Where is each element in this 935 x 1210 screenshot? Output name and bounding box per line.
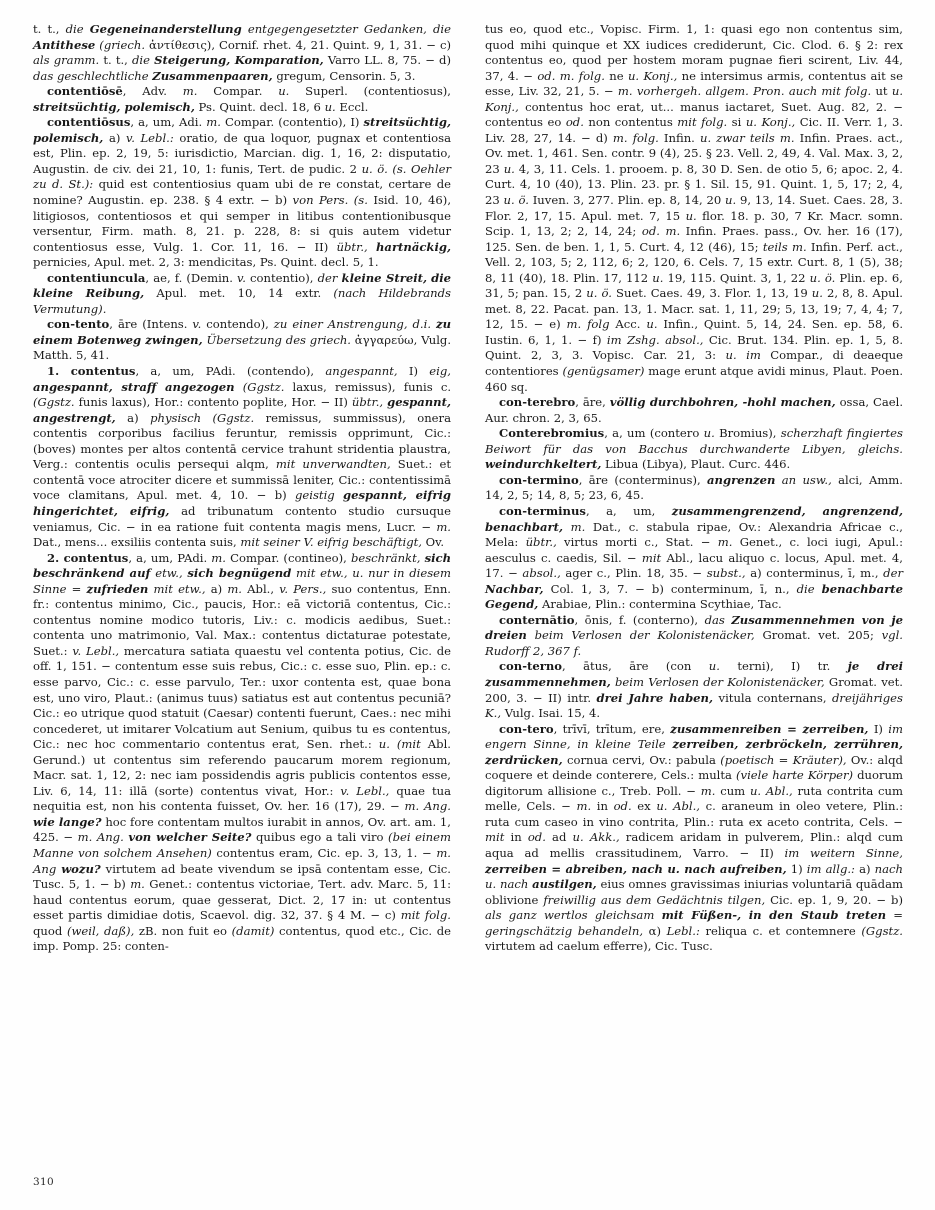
dictionary-entry: Conterebromius, a, um (contero u. Bromius), scherzhaft fingiertes Beiwort für das von Bacchus durchwanderte Libyen, gleichs. weindurchkeltert, Libua (Libya), Plaut. Curc. 446. xyxy=(485,426,903,472)
left-column xyxy=(33,22,451,955)
dictionary-entry: t. t., die Gegeneinanderstellung entgegengesetzter Gedanken, die Antithese (griech. ἀντίθεσις), Cornif. rhet. 4, 21. Quint. 9, 1, 31. − c) als gramm. t. t., die Steigerung, Komparation, Varro LL. 8, 75. − d) das geschlechtliche Zusammenpaaren, gregum, Censorin. 5, 3. xyxy=(33,22,452,83)
right-column xyxy=(485,22,903,955)
dictionary-entry: con-terminus, a, um, zusammengrenzend, angrenzend, benachbart, m. Dat., c. stabula ripae, Ov.: Alexandria Africae c., Mela: übtr., virtus morti c., Stat. − m. Genet., c. loci iugi, Apul.: aesculus c. caedis, Sil. − mit Abl., lacu aliquo c. locus, Apul. met. 4, 17. − absol., ager c., Plin. 18, 35. − subst., a) conterminus, ī, m., der Nachbar, Col. 1, 3, 7. − b) conterminum, ī, n., die benachbarte Gegend, Arabiae, Plin.: contermina Scythiae, Tac. xyxy=(485,503,903,612)
dictionary-entry: 2. contentus, a, um, PAdi. m. Compar. (contineo), beschränkt, sich beschränkend auf etw., sich begnügend mit etw., u. nur in diesem Sinne = zufrieden mit etw., a) m. Abl., v. Pers., suo contentus, Enn. fr.: contentus minimo, Cic., paucis, Hor.: eā victoriā contentus, Cic.: contentus nomine modico tutoris, Liv.: c. modicis aedibus, Suet.: contenta uno matrimonio, Val. Max.: contentus dictaturae potestate, Suet.: v. Lebl., mercatura satiata quaestu vel contenta potius, Cic. de off. 1, 151. − contentum esse suis rebus, Cic.: c. esse suo, Plin. ep.: c. esse parvo, Cic.: c. esse parvulo, Ter.: uxor contenta est, quae bona est, uno viro, Plaut.: (animus tuus) satiatus est aut contentus pecuniā? Cic.: eo utrique quod statuit (Caesar) contenti fuerunt, Caes.: nec mihi concederet, ut imitarer Volcatium aut Senium, quibus tu es contentus, Cic.: nec hoc commentario contentus erat, Sen. rhet.: u. (mit Abl. Gerund.) ut contentus sim referendo paucarum morem regionum, Macr. sat. 1, 12, 2: nec iam possidendis agris publicis contentos esse, Liv. 6, 14, 11: illā (sorte) contentus vivat, Hor.: v. Lebl., quae tua nequitia est, non his contenta fuisset, Ov. her. 16 (17), 29. − m. Ang. wie lange? hoc fore contentam multos iurabit in annos, Ov. art. am. 1, 425. − m. Ang. von welcher Seite? quibus ego a tali viro (bei einem Manne von solchem Ansehen) contentus eram, Cic. ep. 3, 13, 1. − m. Ang wozu? virtutem ad beate vivendum se ipsā contentam esse, Cic. Tusc. 5, 1. − b) m. Genet.: contentus victoriae, Tert. adv. Marc. 5, 11: haud contentus eorum, quae gesserat, Dict. 2, 17 in: ut contentus esset partis dimidiae dotis, Scaevol. dig. 32, 37. § 4 M. − c) mit folg. quod (weil, daß), zB. non fuit eo (damit) contentus, quod etc., Cic. de imp. Pomp. 25: conten- xyxy=(33,550,452,954)
dictionary-entry: contentiuncula, ae, f. (Demin. v. contentio), der kleine Streit, die kleine Reibung, Apul. met. 10, 14 extr. (nach Hildebrands Vermutung). xyxy=(33,270,452,316)
dictionary-entry: contentiōsus, a, um, Adi. m. Compar. (contentio), I) streitsüchtig, polemisch, a) v. Lebl.: oratio, de qua loquor, pugnax et contentiosa est, Plin. ep. 2, 19, 5: iurisdictio, Marcian. dig. 1, 16, 2: disputatio, Augustin. de civ. dei 21, 10, 1: funis, Tert. de pudic. 2 u. ö. (s. Oehler zu d. St.): quid est contentiosius quam ubi de re constat, certare de nomine? Augustin. ep. 238. § 4 extr. − b) von Pers. (s. Isid. 10, 46), litigiosos, contentiosos et qui semper in litibus contentionibusque versentur, Firm. math. 8, 21. p. 228, 8: si quis autem videtur contentiosus esse, Vulg. 1. Cor. 11, 16. − II) übtr., hartnäckig, pernicies, Apul. met. 2, 3: mendicitas, Ps. Quint. decl. 5, 1. xyxy=(33,115,452,270)
dictionary-entry: con-termino, āre (conterminus), angrenzen an usw., alci, Amm. 14, 2, 5; 14, 8, 5; 23, 6, 45. xyxy=(485,472,903,503)
dictionary-entry: tus eo, quod etc., Vopisc. Firm. 1, 1: quasi ego non contentus sim, quod mihi quinque et XX iudices crediderunt, Cic. Clod. 6. § 2: rex contentus eo, quod per hostem moram pugnae fieri scirent, Liv. 44, 37, 4. − od. m. folg. ne u. Konj., ne intersimus armis, contentus ait se esse, Liv. 32, 21, 5. − m. vorhergeh. allgem. Pron. auch mit folg. ut u. Konj., contentus hoc erat, ut... manus iactaret, Suet. Aug. 82, 2. − contentus eo od. non contentus mit folg. si u. Konj., Cic. II. Verr. 1, 3. Liv. 28, 27, 14. − d) m. folg. Infin. u. zwar teils m. Infin. Praes. act., Ov. met. 1, 461. Sen. contr. 9 (4), 25. § 23. Vell. 2, 49, 4. Val. Max. 3, 2, 23 u. 4, 3, 11. Cels. 1. prooem. p. 8, 30 D. Sen. de otio 5, 6; apoc. 2, 4. Curt. 4, 10 (40), 13. Plin. 23. pr. § 1. Sil. 15, 91. Quint. 1, 5, 17; 2, 4, 23 u. ö. Iuven. 3, 277. Plin. ep. 8, 14, 20 u. 9, 13, 14. Suet. Caes. 28, 3. Flor. 2, 17, 15. Apul. met. 7, 15 u. flor. 18. p. 30, 7 Kr. Macr. somn. Scip. 1, 13, 2; 2, 14, 24; od. m. Infin. Praes. pass., Ov. her. 16 (17), 125. Sen. de ben. 1, 1, 5. Curt. 4, 12 (46), 15; teils m. Infin. Perf. act., Vell. 2, 103, 5; 2, 112, 6; 2, 120, 6. Cels. 7, 15 extr. Curt. 8, 1 (5), 38; 8, 11 (40), 18. Plin. 17, 112 u. 19, 115. Quint. 3, 1, 22 u. ö. Plin. ep. 6, 31, 5; pan. 15, 2 u. ö. Suet. Caes. 49, 3. Flor. 1, 13, 19 u. 2, 8, 8. Apul. met. 8, 22. Pacat. pan. 13, 1. Macr. sat. 1, 11, 29; 5, 13, 19; 7, 4, 4; 7, 12, 15. − e) m. folg Acc. u. Infin., Quint. 5, 14, 24. Sen. ep. 58, 6. Iustin. 6, 1, 1. − f) im Zshg. absol., Cic. Brut. 134. Plin. ep. 1, 5, 8. Quint. 2, 3, 3. Vopisc. Car. 21, 3: u. im Compar., di deaeque contentiores (genügsamer) mage erunt atque avidi minus, Plaut. Poen. 460 sq. xyxy=(485,22,904,394)
dictionary-entry: con-tero, trīvī, trītum, ere, zusammenreiben = zerreiben, I) im engern Sinne, in kleine Teile zerreiben, zerbröckeln, zerrühren, zerdrücken, cornua cervi, Ov.: pabula (poetisch = Kräuter), Ov.: alqd coquere et deinde conterere, Cels.: multa (viele harte Körper) duorum digitorum allisione c., Treb. Poll. − m. cum u. Abl., ruta contrita cum melle, Cels. − m. in od. ex u. Abl., c. araneum in oleo vetere, Plin.: ruta cum caseo in vino contrita, Plin.: ruta ex aceto contrita, Cels. − mit in od. ad u. Akk., radicem aridam in pulverem, Plin.: alqd cum aqua ad mellis crassitudinem, Varro. − II) im weitern Sinne, zerreiben = abreiben, nach u. nach aufreiben, 1) im allg.: a) nach u. nach austilgen, eius omnes gravissimas iniurias voluntariā quādam oblivione freiwillig aus dem Gedächtnis tilgen, Cic. ep. 1, 9, 20. − b) als ganz wertlos gleichsam mit Füßen-, in den Staub treten = geringschätzig behandeln, α) Lebl.: reliqua c. et contemnere (Ggstz. virtutem ad caelum efferre), Cic. Tusc. xyxy=(485,721,904,954)
two-column-body xyxy=(33,22,907,1112)
dictionary-entry: con-terebro, āre, völlig durchbohren, -hohl machen, ossa, Cael. Aur. chron. 2, 3, 65. xyxy=(485,395,904,425)
dictionary-entry: 1. contentus, a, um, PAdi. (contendo), angespannt, I) eig, angespannt, straff angezogen (Ggstz. laxus, remissus), funis c. (Ggstz. funis laxus), Hor.: contento poplite, Hor. − II) übtr., gespannt, angestrengt, a) physisch (Ggstz. remissus, summissus), onera contentis corporibus facilius feruntur, remissis opprimunt, Cic.: (boves) montes per altos contentā cervice trahunt stridentia plaustra, Verg.: contentis oculis persequi alqm, mit unverwandten, Suet.: et contentā voce atrociter dicere et summissā leniter, Cic.: contentissimā voce clamitans, Apul. met. 4, 10. − b) geistig gespannt, eifrig hingerichtet, eifrig, ad tribunatum contento studio cursuque veniamus, Cic. − in ea ratione fuit contenta magis mens, Lucr. − m. Dat., mens... exsiliis contenta suis, mit seiner V. eifrig beschäftigt, Ov. xyxy=(33,364,452,550)
dictionary-entry: con-tento, āre (Intens. v. contendo), zu einer Anstrengung, d.i. zu einem Botenweg zwingen, Übersetzung des griech. ἀγγαρεύω, Vulg. Matth. 5, 41. xyxy=(33,317,452,363)
dictionary-entry: con-terno, ātus, āre (con u. terni), I) tr. je drei zusammennehmen, beim Verlosen der Kolonistenäcker, Gromat. vet. 200, 3. − II) intr. drei Jahre haben, vitula conternans, dreijähriges K., Vulg. Isai. 15, 4. xyxy=(485,659,903,721)
dictionary-entry: contentiōsē, Adv. m. Compar. u. Superl. (contentiosus), streitsüchtig, polemisch, Ps. Quint. decl. 18, 6 u. Eccl. xyxy=(33,84,451,114)
dictionary-entry: conternātio, ōnis, f. (conterno), das Zusammennehmen von je dreien beim Verlosen der Kolonistenäcker, Gromat. vet. 205; vgl. Rudorff 2, 367 f. xyxy=(485,612,903,658)
page-number: 310 xyxy=(33,1176,54,1188)
